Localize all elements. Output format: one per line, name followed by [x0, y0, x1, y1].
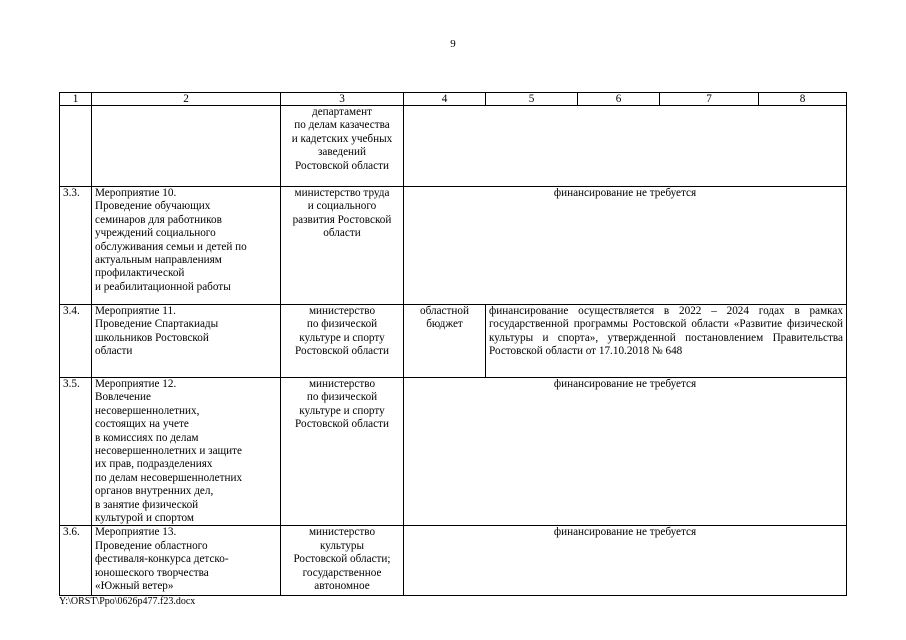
table-row: [60, 526, 847, 596]
executor-cell: министерство культуры Ростовской области; государственное автономное: [281, 526, 404, 596]
measures-table: [59, 92, 847, 596]
row-number-cell: [60, 106, 92, 187]
executor-cell: министерство труда и социального развития Ростовской области: [281, 187, 404, 305]
financing-cell: финансирование не требуется: [404, 526, 847, 596]
executor-cell: министерство по физической культуре и спорту Ростовской области: [281, 378, 404, 526]
table-row: [60, 187, 847, 305]
measure-cell: Мероприятие 12. Вовлечение несовершеннолетних, состоящих на учете в комиссиях по делам несовершеннолетних и защите их прав, подразделениях по делам несовершеннолетних органов внутренних дел, в занятие физической культурой и спортом: [92, 378, 281, 526]
header-row: [60, 93, 847, 106]
column-header: 2: [92, 93, 281, 106]
executor-cell: департамент по делам казачества и кадетских учебных заведений Ростовской области: [281, 106, 404, 187]
column-header: 4: [404, 93, 486, 106]
column-header: 8: [759, 93, 847, 106]
column-header: 3: [281, 93, 404, 106]
table-row: [60, 305, 847, 378]
financing-cell: [404, 106, 847, 187]
row-number-cell: 3.3.: [60, 187, 92, 305]
measure-cell: [92, 106, 281, 187]
column-header: 7: [660, 93, 759, 106]
row-number-cell: 3.4.: [60, 305, 92, 378]
column-header: 5: [486, 93, 578, 106]
row-number-cell: 3.6.: [60, 526, 92, 596]
measure-cell: Мероприятие 10. Проведение обучающих семинаров для работников учреждений социального обслуживания семьи и детей по актуальным направлениям профилактической и реабилитационной работы: [92, 187, 281, 305]
column-header: 6: [578, 93, 660, 106]
financing-cell: финансирование не требуется: [404, 378, 847, 526]
executor-cell: министерство по физической культуре и спорту Ростовской области: [281, 305, 404, 378]
measure-cell: Мероприятие 11. Проведение Спартакиады школьников Ростовской области: [92, 305, 281, 378]
funding-source-cell: областной бюджет: [404, 305, 486, 378]
financing-cell: финансирование не требуется: [404, 187, 847, 305]
file-path-footer: Y:\ORST\Ppo\0626p477.f23.docx: [59, 596, 196, 607]
measure-cell: Мероприятие 13. Проведение областного фестиваля-конкурса детско- юношеского творчества «Южный ветер»: [92, 526, 281, 596]
financing-cell: финансирование осуществляется в 2022 – 2024 годах в рамках государственной программы Ростовской области «Развитие физической культуры и спорта», утвержденной постановлением Правительства Ростовской области от 17.10.2018 № 648: [486, 305, 847, 378]
table-row: [60, 106, 847, 187]
page-number: 9: [450, 38, 456, 50]
table-row: [60, 378, 847, 526]
column-header: 1: [60, 93, 92, 106]
row-number-cell: 3.5.: [60, 378, 92, 526]
